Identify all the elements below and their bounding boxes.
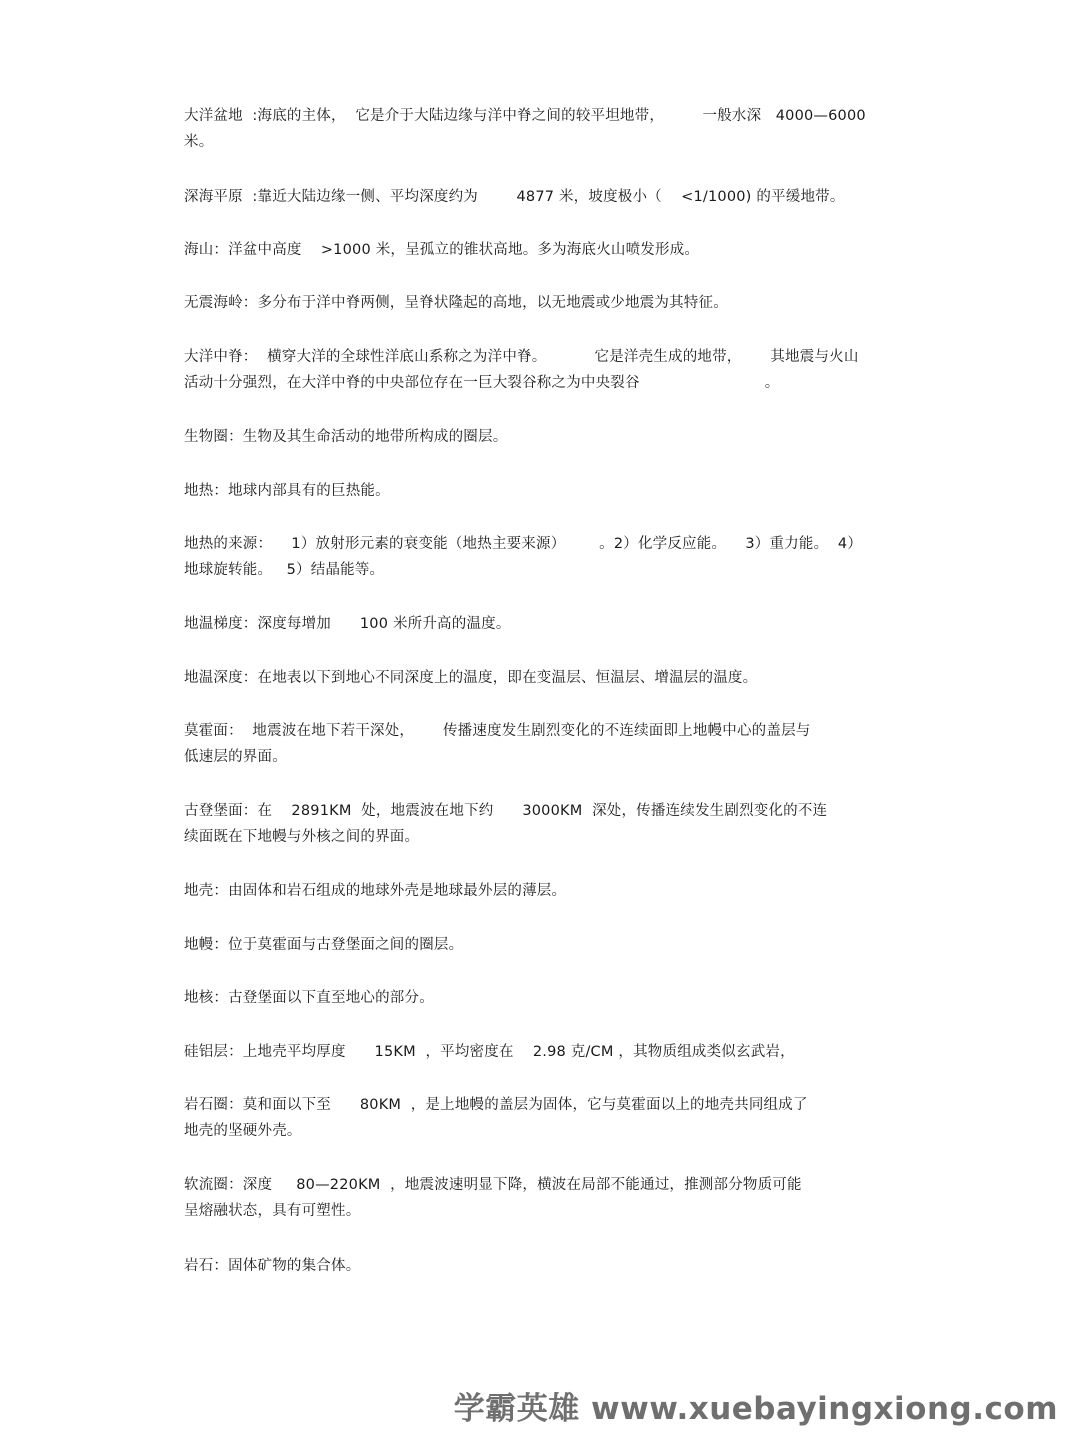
paragraph-rock: [184, 1253, 904, 1279]
paragraph-ocean-basin: [184, 103, 904, 155]
line: 呈熔融状态，具有可塑性。: [184, 1203, 361, 1219]
line: 低速层的界面。: [184, 749, 287, 765]
paragraph-sial-layer: [184, 1039, 904, 1065]
line: 硅铝层：上地壳平均厚度 15KM ，平均密度在 2.98 克/CM ，其物质组成类似玄武岩，: [184, 1044, 795, 1060]
watermark-text: 学霸英雄 www.xuebayingxiong.com: [453, 1391, 1058, 1427]
line: 深海平原 :靠近大陆边缘一侧、平均深度约为 4877 米，坡度极小（ <1/1000) 的平缓地带。: [184, 189, 845, 205]
line: 续面既在下地幔与外核之间的界面。: [184, 829, 420, 845]
paragraph-lithosphere: [184, 1092, 904, 1144]
line: 地球旋转能。 5）结晶能等。: [184, 562, 385, 578]
line: 生物圈：生物及其生命活动的地带所构成的圈层。: [184, 429, 508, 445]
paragraph-asthenosphere: [184, 1172, 904, 1224]
line: 地核：古登堡面以下直至地心的部分。: [184, 990, 434, 1006]
line: 地热：地球内部具有的巨热能。: [184, 483, 390, 499]
line: 地温梯度：深度每增加 100 米所升高的温度。: [184, 616, 511, 632]
paragraph-aseismic-ridge: [184, 290, 904, 316]
line: 软流圈：深度 80—220KM ，地震波速明显下降，横波在局部不能通过，推测部分物质可能: [184, 1177, 802, 1193]
paragraph-geothermal: [184, 478, 904, 504]
line: 地温深度：在地表以下到地心不同深度上的温度，即在变温层、恒温层、增温层的温度。: [184, 670, 758, 686]
line: 莫霍面： 地震波在地下若干深处， 传播速度发生剧烈变化的不连续面即上地幔中心的盖层与: [184, 723, 811, 739]
paragraph-geothermal-sources: [184, 531, 904, 583]
paragraph-gutenberg: [184, 798, 904, 850]
line: 大洋中脊： 横穿大洋的全球性洋底山系称之为洋中脊。 它是洋壳生成的地带， 其地震与火山: [184, 349, 859, 365]
line: 无震海岭：多分布于洋中脊两侧，呈脊状隆起的高地，以无地震或少地震为其特征。: [184, 295, 728, 311]
paragraph-mantle: [184, 932, 904, 958]
line: 古登堡面：在 2891KM 处，地震波在地下约 3000KM 深处，传播连续发生剧烈变化的不连: [184, 803, 828, 819]
paragraph-seamount: [184, 237, 904, 263]
paragraph-moho: [184, 718, 904, 770]
paragraph-geothermal-gradient: [184, 611, 904, 637]
line: 海山：洋盆中高度 >1000 米，呈孤立的锥状高地。多为海底火山喷发形成。: [184, 242, 700, 258]
line: 大洋盆地 :海底的主体， 它是介于大陆边缘与洋中脊之间的较平坦地带， 一般水深 4000—6000: [184, 108, 866, 124]
line: 地壳：由固体和岩石组成的地球外壳是地球最外层的薄层。: [184, 883, 567, 899]
line: 米。: [184, 134, 214, 150]
paragraph-biosphere: [184, 424, 904, 450]
line: 地壳的坚硬外壳。: [184, 1123, 302, 1139]
paragraph-geothermal-depth: [184, 665, 904, 691]
line: 岩石：固体矿物的集合体。: [184, 1258, 361, 1274]
paragraph-crust: [184, 878, 904, 904]
line: 地热的来源： 1）放射形元素的衰变能（地热主要来源） 。2）化学反应能。 3）重力能。 4）: [184, 536, 863, 552]
paragraph-mid-ocean-ridge: [184, 344, 904, 396]
paragraph-core: [184, 985, 904, 1011]
paragraph-abyssal-plain: [184, 184, 904, 210]
line: 地幔：位于莫霍面与古登堡面之间的圈层。: [184, 937, 464, 953]
line: 岩石圈：莫和面以下至 80KM ，是上地幔的盖层为固体，它与莫霍面以上的地壳共同组成了: [184, 1097, 808, 1113]
line: 活动十分强烈，在大洋中脊的中央部位存在一巨大裂谷称之为中央裂谷 。: [184, 375, 780, 391]
